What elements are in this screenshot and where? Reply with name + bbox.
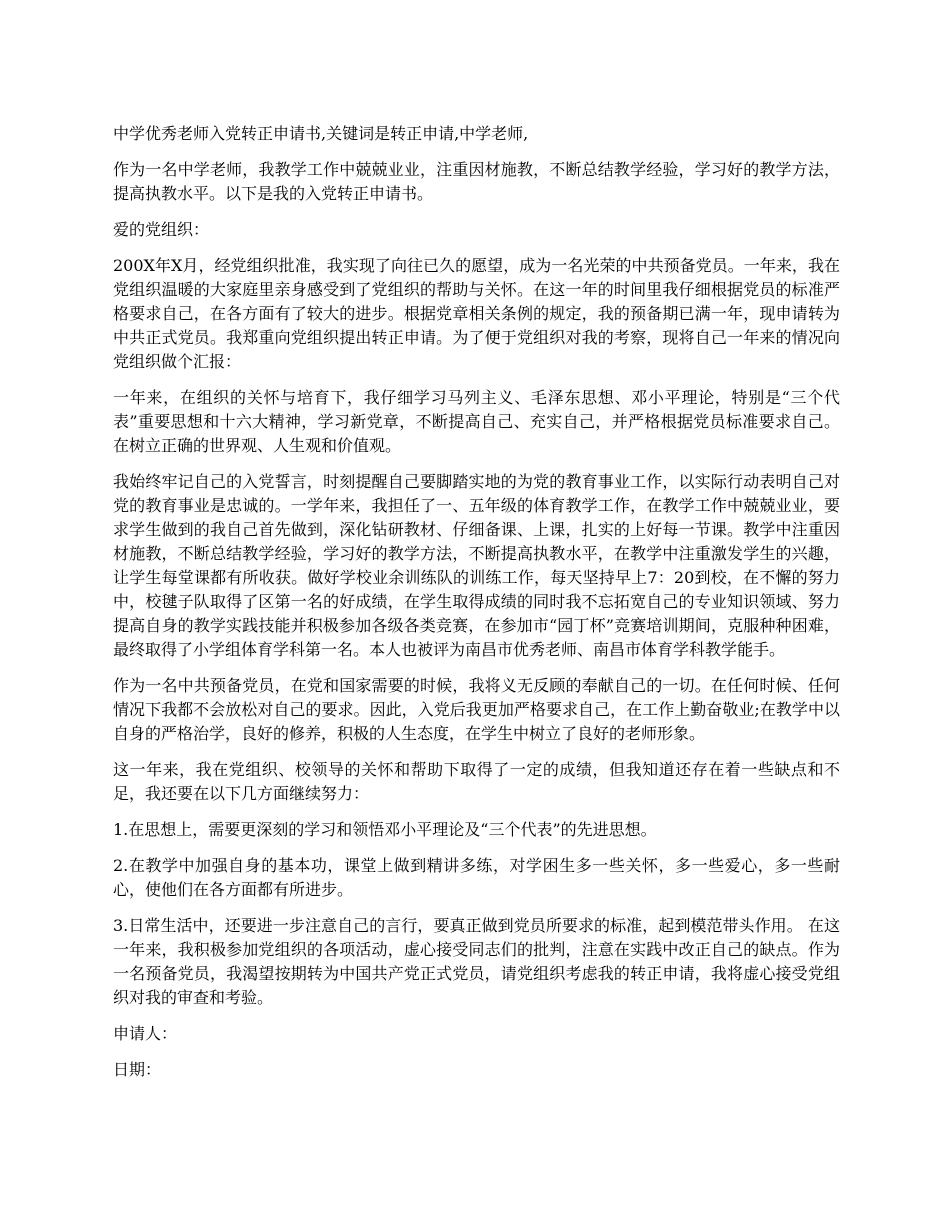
date-line: 日期： [113, 1060, 162, 1079]
intro-paragraph: 作为一名中学老师，我教学工作中兢兢业业，注重因材施教，不断总结教学经验，学习好的教学方法，提高执教水平。以下是我的入党转正申请书。 [113, 160, 840, 203]
body-paragraph: 200X年X月，经党组织批准，我实现了向往已久的愿望，成为一名光荣的中共预备党员。一年来，我在党组织温暖的大家庭里亲身感受到了党组织的帮助与关怀。在这一年的时间里我仔细根据党员的标准严格要求自己，在各方面有了较大的进步。根据党章相关条例的规定，我的预备期已满一年，现申请转为中共正式党员。我郑重向党组织提出转正申请。为了便于党组织对我的考察，现将自己一年来的情况向党组织做个汇报： [113, 256, 840, 371]
list-item: 2.在教学中加强自身的基本功，课堂上做到精讲多练，对学困生多一些关怀，多一些爱心，多一些耐心，使他们在各方面都有所进步。 [113, 856, 840, 899]
document-title-line: 中学优秀老师入党转正申请书,关键词是转正申请,中学老师, [113, 124, 529, 143]
body-paragraph: 作为一名中共预备党员，在党和国家需要的时候，我将义无反顾的奉献自己的一切。在任何时候、任何情况下我都不会放松对自己的要求。因此，入党后我更加严格要求自己，在工作上勤奋敬业;在教学中以自身的严格治学，良好的修养，积极的人生态度，在学生中树立了良好的老师形象。 [113, 676, 840, 743]
salutation: 爱的党组织： [113, 220, 210, 239]
list-item: 1.在思想上，需要更深刻的学习和领悟邓小平理论及“三个代表”的先进思想。 [113, 820, 657, 839]
document-page [113, 122, 840, 1082]
body-paragraph: 一年来，在组织的关怀与培育下，我仔细学习马列主义、毛泽东思想、邓小平理论，特别是“三个代表”重要思想和十六大精神，学习新党章，不断提高自己、充实自己，并严格根据党员标准要求自己。在树立正确的世界观、人生观和价值观。 [113, 388, 840, 455]
body-paragraph: 我始终牢记自己的入党誓言，时刻提醒自己要脚踏实地的为党的教育事业工作，以实际行动表明自己对党的教育事业是忠诚的。一学年来，我担任了一、五年级的体育教学工作，在教学工作中兢兢业业，要求学生做到的我自己首先做到，深化钻研教材、仔细备课、上课，扎实的上好每一节课。教学中注重因材施教，不断总结教学经验，学习好的教学方法，不断提高执教水平，在教学中注重激发学生的兴趣，让学生每堂课都有所收获。做好学校业余训练队的训练工作，每天坚持早上7：20到校，在不懈的努力中，校毽子队取得了区第一名的好成绩，在学生取得成绩的同时我不忘拓宽自己的专业知识领域、努力提高自身的教学实践技能并积极参加各级各类竞赛，在参加市“园丁杯”竞赛培训期间，克服种种困难，最终取得了小学组体育学科第一名。本人也被评为南昌市优秀老师、南昌市体育学科教学能手。 [113, 472, 840, 659]
body-paragraph: 这一年来，我在党组织、校领导的关怀和帮助下取得了一定的成绩，但我知道还存在着一些缺点和不足，我还要在以下几方面继续努力： [113, 760, 840, 803]
list-item: 3.日常生活中，还要进一步注意自己的言行，要真正做到党员所要求的标准，起到模范带头作用。 在这一年来，我积极参加党组织的各项活动，虚心接受同志们的批判，注意在实践中改正自己的缺点。作为一名预备党员，我渴望按期转为中国共产党正式党员，请党组织考虑我的转正申请，我将虚心接受党组织对我的审查和考验。 [113, 916, 840, 1007]
applicant-line: 申请人： [113, 1024, 178, 1043]
